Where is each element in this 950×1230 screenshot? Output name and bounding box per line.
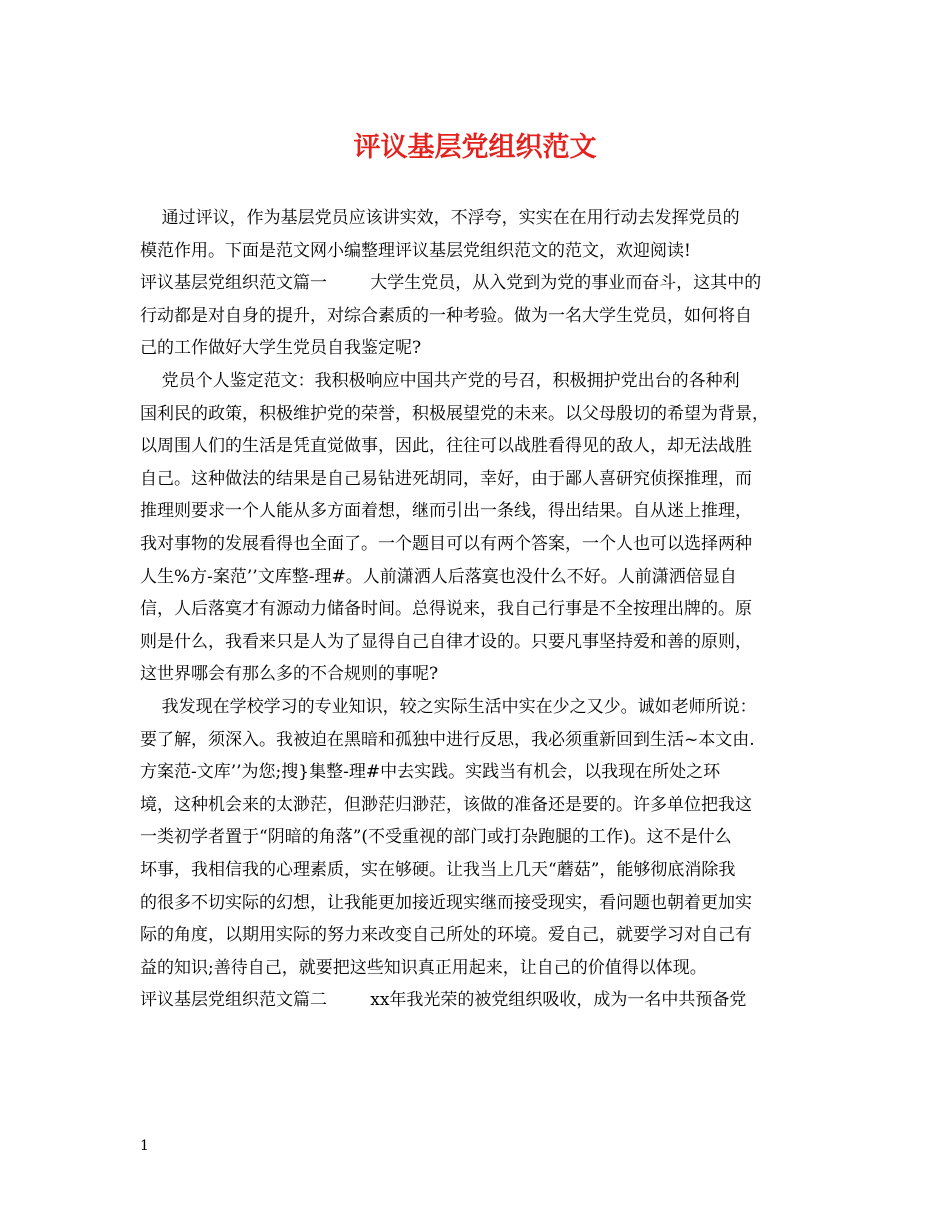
text-line: 我发现在学校学习的专业知识，较之实际生活中实在少之又少。诚如老师所说： (140, 697, 757, 717)
page-number: 1 (140, 1138, 149, 1154)
text-line: 模范作用。下面是范文网小编整理评议基层党组织范文的范文，欢迎阅读! (140, 240, 691, 261)
text-line: 评议基层党组织范文篇一 大学生党员，从入党到为党的事业而奋斗，这其中的 (140, 273, 762, 294)
text-line: 自己。这种做法的结果是自己易钻进死胡同，幸好，由于鄙人喜研究侦探推理，而 (140, 468, 752, 489)
text-line: 我对事物的发展看得也全面了。一个题目可以有两个答案，一个人也可以选择两种 (140, 534, 752, 554)
text-line: 己的工作做好大学生党员自我鉴定呢? (140, 338, 422, 359)
text-line: 党员个人鉴定范文：我积极响应中国共产党的号召，积极拥护党出台的各种利 (140, 371, 740, 391)
text-line: 际的角度，以期用实际的努力来改变自己所处的环境。爱自己，就要学习对自己有 (140, 925, 752, 946)
text-line: 方案范-文库’’为您;搜}集整-理#中去实践。实践当有机会，以我现在所处之环 (140, 762, 721, 783)
text-line: 益的知识;善待自己，就要把这些知识真正用起来，让自己的价值得以体现。 (140, 957, 707, 978)
text-line: 人生%方-案范’’文库整-理#。人前潇洒人后落寞也没什么不好。人前潇洒倍显自 (140, 566, 737, 587)
text-line: 要了解，须深入。我被迫在黑暗和孤独中进行反思，我必须重新回到生活~本文由. (140, 729, 755, 750)
text-line: 一类初学者置于“阴暗的角落”(不受重视的部门或打杂跑腿的工作)。这不是什么 (140, 827, 732, 848)
text-line: 则是什么，我看来只是人为了显得自己自律才设的。只要凡事坚持爱和善的原则， (140, 631, 752, 652)
text-line: 以周围人们的生活是凭直觉做事，因此，往往可以战胜看得见的敌人，却无法战胜 (140, 436, 752, 457)
text-line: 评议基层党组织范文篇二 xx年我光荣的被党组织吸收，成为一名中共预备党 (140, 990, 747, 1011)
text-line: 行动都是对自身的提升，对综合素质的一种考验。做为一名大学生党员，如何将自 (140, 305, 752, 326)
text-line: 国利民的政策，积极维护党的荣誉，积极展望党的未来。以父母殷切的希望为背景， (140, 403, 769, 424)
document-title: 评议基层党组织范文 (353, 132, 597, 163)
text-line: 这世界哪会有那么多的不合规则的事呢? (140, 664, 439, 685)
text-line: 的很多不切实际的幻想，让我能更加接近现实继而接受现实，看问题也朝着更加实 (140, 892, 752, 913)
text-line: 信，人后落寞才有源动力储备时间。总得说来，我自己行事是不全按理出牌的。原 (140, 599, 752, 620)
text-line: 坏事，我相信我的心理素质，实在够硬。让我当上几天“蘑菇”，能够彻底消除我 (140, 860, 736, 880)
text-line: 通过评议，作为基层党员应该讲实效，不浮夸，实实在在用行动去发挥党员的 (140, 208, 740, 228)
text-line: 推理则要求一个人能从多方面着想，继而引出一条线，得出结果。自从迷上推理， (140, 501, 752, 522)
text-line: 境，这种机会来的太渺茫，但渺茫归渺茫，该做的准备还是要的。许多单位把我这 (140, 794, 752, 815)
